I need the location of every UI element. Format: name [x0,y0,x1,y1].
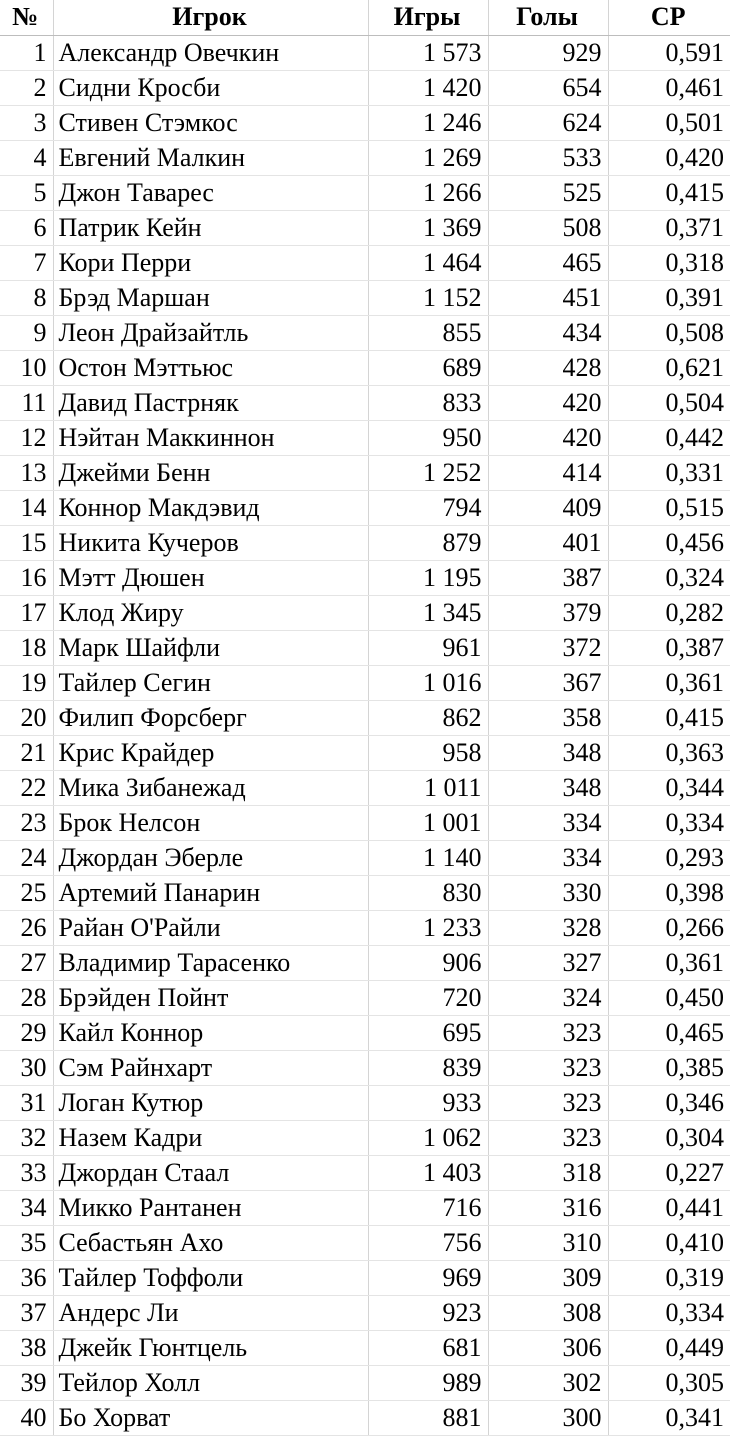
cell-goals: 348 [488,770,608,805]
cell-goals: 434 [488,315,608,350]
cell-ratio: 0,504 [608,385,730,420]
table-row [0,105,730,140]
table-row [0,1400,730,1435]
cell-ratio: 0,282 [608,595,730,630]
cell-player: Кайл Коннор [53,1015,368,1050]
cell-ratio: 0,398 [608,875,730,910]
table-row [0,175,730,210]
cell-games: 862 [368,700,488,735]
cell-goals: 414 [488,455,608,490]
cell-num: 25 [0,875,53,910]
cell-player: Кори Перри [53,245,368,280]
cell-games: 933 [368,1085,488,1120]
cell-player: Андерс Ли [53,1295,368,1330]
cell-goals: 401 [488,525,608,560]
cell-games: 1 233 [368,910,488,945]
cell-ratio: 0,318 [608,245,730,280]
cell-goals: 387 [488,560,608,595]
cell-player: Логан Кутюр [53,1085,368,1120]
cell-games: 695 [368,1015,488,1050]
table-row [0,700,730,735]
cell-player: Джейми Бенн [53,455,368,490]
cell-num: 13 [0,455,53,490]
cell-goals: 525 [488,175,608,210]
cell-player: Марк Шайфли [53,630,368,665]
header-games: Игры [368,0,488,35]
cell-goals: 334 [488,840,608,875]
cell-ratio: 0,361 [608,665,730,700]
table-row [0,1120,730,1155]
cell-player: Филип Форсберг [53,700,368,735]
cell-player: Тейлор Холл [53,1365,368,1400]
cell-player: Назем Кадри [53,1120,368,1155]
cell-ratio: 0,385 [608,1050,730,1085]
cell-games: 1 016 [368,665,488,700]
cell-games: 1 011 [368,770,488,805]
cell-goals: 318 [488,1155,608,1190]
cell-goals: 330 [488,875,608,910]
cell-num: 34 [0,1190,53,1225]
table-row [0,490,730,525]
table-row [0,630,730,665]
cell-player: Артемий Панарин [53,875,368,910]
cell-player: Давид Пастрняк [53,385,368,420]
cell-ratio: 0,346 [608,1085,730,1120]
table-row [0,210,730,245]
cell-num: 28 [0,980,53,1015]
cell-num: 21 [0,735,53,770]
cell-goals: 348 [488,735,608,770]
cell-num: 2 [0,70,53,105]
header-goals: Голы [488,0,608,35]
cell-goals: 358 [488,700,608,735]
table-row [0,770,730,805]
cell-goals: 409 [488,490,608,525]
cell-ratio: 0,442 [608,420,730,455]
cell-num: 40 [0,1400,53,1435]
cell-player: Джейк Гюнтцель [53,1330,368,1365]
table-row [0,595,730,630]
table-row [0,910,730,945]
cell-goals: 324 [488,980,608,1015]
cell-goals: 323 [488,1050,608,1085]
cell-player: Никита Кучеров [53,525,368,560]
table-row [0,980,730,1015]
cell-goals: 327 [488,945,608,980]
cell-num: 38 [0,1330,53,1365]
cell-ratio: 0,266 [608,910,730,945]
cell-goals: 309 [488,1260,608,1295]
cell-player: Владимир Тарасенко [53,945,368,980]
cell-player: Евгений Малкин [53,140,368,175]
cell-num: 39 [0,1365,53,1400]
cell-goals: 300 [488,1400,608,1435]
cell-num: 30 [0,1050,53,1085]
cell-ratio: 0,331 [608,455,730,490]
cell-num: 18 [0,630,53,665]
table-row [0,1225,730,1260]
table-row [0,665,730,700]
table-row [0,140,730,175]
cell-num: 4 [0,140,53,175]
cell-num: 26 [0,910,53,945]
cell-ratio: 0,450 [608,980,730,1015]
cell-num: 15 [0,525,53,560]
cell-ratio: 0,391 [608,280,730,315]
cell-games: 1 573 [368,35,488,70]
cell-games: 1 464 [368,245,488,280]
cell-player: Нэйтан Маккиннон [53,420,368,455]
cell-goals: 367 [488,665,608,700]
cell-goals: 420 [488,420,608,455]
table-row [0,1085,730,1120]
cell-player: Микко Рантанен [53,1190,368,1225]
cell-ratio: 0,371 [608,210,730,245]
cell-player: Мэтт Дюшен [53,560,368,595]
cell-player: Бо Хорват [53,1400,368,1435]
table-row [0,350,730,385]
cell-games: 1 369 [368,210,488,245]
cell-games: 1 152 [368,280,488,315]
cell-ratio: 0,361 [608,945,730,980]
cell-ratio: 0,441 [608,1190,730,1225]
cell-player: Мика Зибанежад [53,770,368,805]
cell-num: 10 [0,350,53,385]
cell-ratio: 0,387 [608,630,730,665]
cell-goals: 451 [488,280,608,315]
cell-games: 1 252 [368,455,488,490]
cell-player: Брэд Маршан [53,280,368,315]
cell-games: 1 001 [368,805,488,840]
cell-num: 7 [0,245,53,280]
table-row [0,1015,730,1050]
cell-num: 35 [0,1225,53,1260]
table-row [0,70,730,105]
cell-games: 1 269 [368,140,488,175]
cell-games: 1 403 [368,1155,488,1190]
cell-games: 950 [368,420,488,455]
cell-ratio: 0,319 [608,1260,730,1295]
cell-ratio: 0,420 [608,140,730,175]
cell-games: 958 [368,735,488,770]
cell-ratio: 0,515 [608,490,730,525]
cell-games: 855 [368,315,488,350]
cell-games: 906 [368,945,488,980]
cell-ratio: 0,591 [608,35,730,70]
cell-ratio: 0,501 [608,105,730,140]
cell-goals: 508 [488,210,608,245]
cell-ratio: 0,334 [608,1295,730,1330]
header-player: Игрок [53,0,368,35]
cell-player: Клод Жиру [53,595,368,630]
cell-games: 1 195 [368,560,488,595]
cell-ratio: 0,293 [608,840,730,875]
table-row [0,1330,730,1365]
table-row [0,805,730,840]
header-row [0,0,730,35]
cell-games: 716 [368,1190,488,1225]
table-row [0,735,730,770]
table-row [0,315,730,350]
cell-games: 879 [368,525,488,560]
cell-goals: 624 [488,105,608,140]
cell-player: Брэйден Пойнт [53,980,368,1015]
cell-goals: 316 [488,1190,608,1225]
cell-num: 3 [0,105,53,140]
cell-games: 839 [368,1050,488,1085]
cell-games: 1 062 [368,1120,488,1155]
table-row [0,1050,730,1085]
header-num: № [0,0,53,35]
cell-goals: 372 [488,630,608,665]
cell-goals: 465 [488,245,608,280]
cell-goals: 428 [488,350,608,385]
cell-num: 14 [0,490,53,525]
cell-games: 989 [368,1365,488,1400]
cell-player: Брок Нелсон [53,805,368,840]
table-row [0,1260,730,1295]
cell-games: 1 420 [368,70,488,105]
cell-player: Крис Крайдер [53,735,368,770]
table-row [0,35,730,70]
cell-games: 1 345 [368,595,488,630]
cell-ratio: 0,415 [608,700,730,735]
cell-games: 923 [368,1295,488,1330]
cell-num: 17 [0,595,53,630]
table-row [0,280,730,315]
table-row [0,420,730,455]
cell-goals: 379 [488,595,608,630]
cell-num: 37 [0,1295,53,1330]
cell-goals: 334 [488,805,608,840]
cell-ratio: 0,227 [608,1155,730,1190]
cell-ratio: 0,410 [608,1225,730,1260]
cell-games: 689 [368,350,488,385]
cell-goals: 533 [488,140,608,175]
cell-goals: 308 [488,1295,608,1330]
table-body [0,35,730,1435]
cell-ratio: 0,465 [608,1015,730,1050]
cell-goals: 420 [488,385,608,420]
cell-num: 29 [0,1015,53,1050]
cell-num: 32 [0,1120,53,1155]
cell-player: Леон Драйзайтль [53,315,368,350]
cell-player: Александр Овечкин [53,35,368,70]
cell-games: 833 [368,385,488,420]
cell-goals: 323 [488,1120,608,1155]
cell-player: Стивен Стэмкос [53,105,368,140]
cell-ratio: 0,449 [608,1330,730,1365]
cell-ratio: 0,334 [608,805,730,840]
cell-num: 11 [0,385,53,420]
cell-num: 6 [0,210,53,245]
cell-games: 881 [368,1400,488,1435]
cell-num: 8 [0,280,53,315]
cell-ratio: 0,341 [608,1400,730,1435]
cell-goals: 323 [488,1015,608,1050]
table-row [0,525,730,560]
table-row [0,385,730,420]
cell-ratio: 0,415 [608,175,730,210]
cell-goals: 310 [488,1225,608,1260]
cell-games: 1 246 [368,105,488,140]
cell-ratio: 0,305 [608,1365,730,1400]
cell-games: 1 140 [368,840,488,875]
cell-games: 961 [368,630,488,665]
cell-goals: 323 [488,1085,608,1120]
cell-num: 5 [0,175,53,210]
header-ratio: СР [608,0,730,35]
cell-games: 756 [368,1225,488,1260]
cell-num: 31 [0,1085,53,1120]
cell-player: Сэм Райнхарт [53,1050,368,1085]
cell-ratio: 0,461 [608,70,730,105]
table-row [0,945,730,980]
cell-num: 22 [0,770,53,805]
cell-games: 1 266 [368,175,488,210]
cell-games: 681 [368,1330,488,1365]
cell-goals: 654 [488,70,608,105]
cell-num: 20 [0,700,53,735]
cell-goals: 328 [488,910,608,945]
cell-goals: 929 [488,35,608,70]
table-row [0,560,730,595]
cell-ratio: 0,344 [608,770,730,805]
table-row [0,875,730,910]
cell-player: Тайлер Тоффоли [53,1260,368,1295]
cell-num: 27 [0,945,53,980]
cell-player: Патрик Кейн [53,210,368,245]
cell-num: 16 [0,560,53,595]
cell-num: 23 [0,805,53,840]
table-header [0,0,730,35]
cell-player: Джон Таварес [53,175,368,210]
cell-player: Тайлер Сегин [53,665,368,700]
cell-games: 720 [368,980,488,1015]
cell-num: 12 [0,420,53,455]
cell-num: 19 [0,665,53,700]
table-row [0,245,730,280]
cell-goals: 302 [488,1365,608,1400]
table-row [0,455,730,490]
cell-games: 794 [368,490,488,525]
cell-ratio: 0,324 [608,560,730,595]
cell-num: 1 [0,35,53,70]
cell-num: 9 [0,315,53,350]
cell-num: 33 [0,1155,53,1190]
cell-player: Райан О'Райли [53,910,368,945]
cell-num: 36 [0,1260,53,1295]
cell-games: 830 [368,875,488,910]
cell-player: Себастьян Ахо [53,1225,368,1260]
table-row [0,1155,730,1190]
table-row [0,1190,730,1225]
cell-player: Сидни Кросби [53,70,368,105]
cell-player: Остон Мэттьюс [53,350,368,385]
cell-goals: 306 [488,1330,608,1365]
cell-player: Джордан Эберле [53,840,368,875]
cell-num: 24 [0,840,53,875]
cell-ratio: 0,304 [608,1120,730,1155]
cell-ratio: 0,363 [608,735,730,770]
cell-ratio: 0,508 [608,315,730,350]
table-row [0,1295,730,1330]
table-row [0,840,730,875]
cell-ratio: 0,621 [608,350,730,385]
table-row [0,1365,730,1400]
cell-ratio: 0,456 [608,525,730,560]
cell-player: Джордан Стаал [53,1155,368,1190]
cell-games: 969 [368,1260,488,1295]
cell-player: Коннор Макдэвид [53,490,368,525]
